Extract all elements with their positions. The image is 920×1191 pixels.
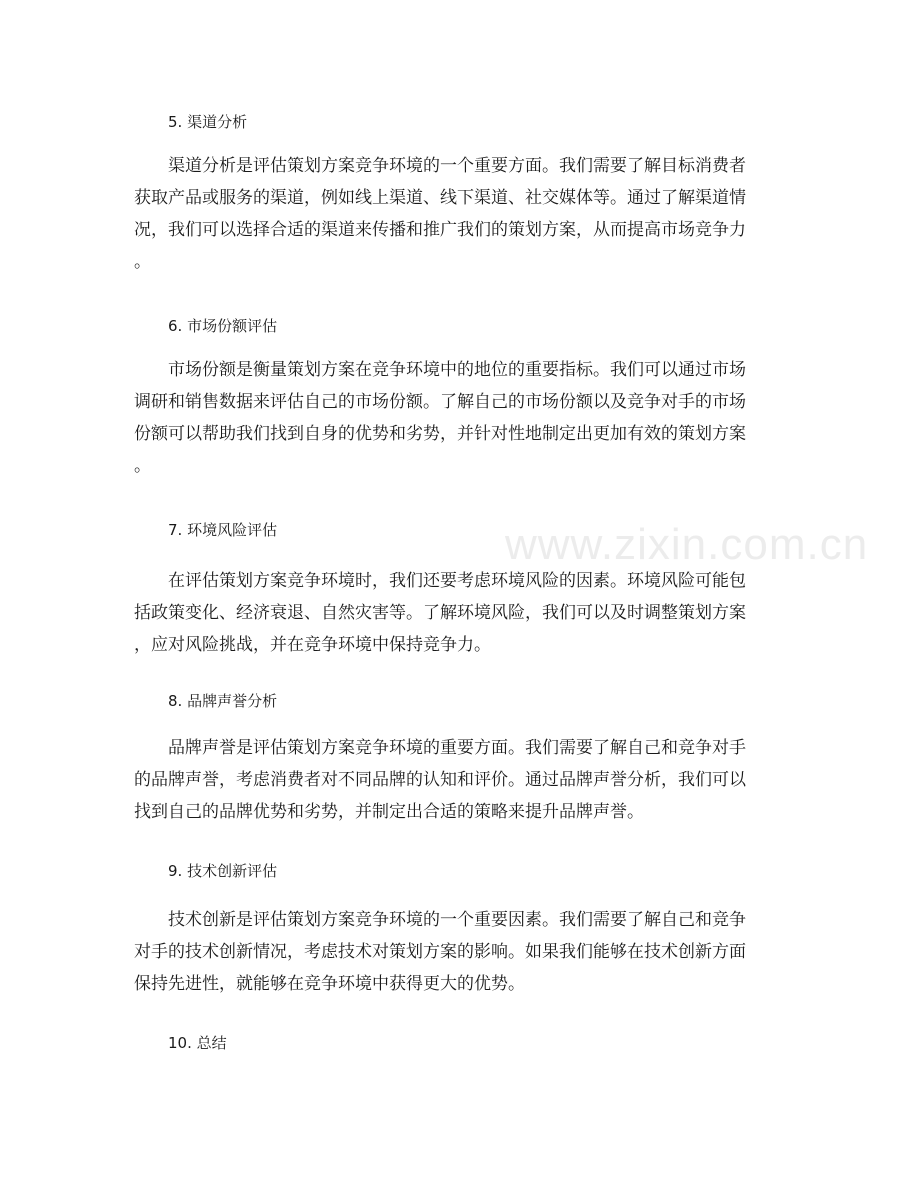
section-heading-5: 5. 渠道分析	[168, 113, 248, 131]
section-paragraph-9	[134, 904, 794, 1000]
section-paragraph-6	[134, 354, 794, 482]
paragraph-line: 括政策变化、经济衰退、自然灾害等。了解环境风险，我们可以及时调整策划方案	[134, 603, 746, 623]
section-paragraph-7	[134, 565, 794, 661]
watermark: www.zixin.com.cn	[505, 520, 869, 569]
section-heading-7: 7. 环境风险评估	[168, 521, 278, 539]
paragraph-line: 在评估策划方案竞争环境时，我们还要考虑环境风险的因素。环境风险可能包	[168, 571, 746, 591]
section-heading-9: 9. 技术创新评估	[168, 862, 278, 880]
paragraph-line: 市场份额是衡量策划方案在竞争环境中的地位的重要指标。我们可以通过市场	[168, 360, 746, 380]
paragraph-line: 况，我们可以选择合适的渠道来传播和推广我们的策划方案，从而提高市场竞争力	[134, 220, 746, 240]
paragraph-line: 份额可以帮助我们找到自身的优势和劣势，并针对性地制定出更加有效的策划方案	[134, 424, 746, 444]
paragraph-line: 的品牌声誉，考虑消费者对不同品牌的认知和评价。通过品牌声誉分析，我们可以	[134, 770, 746, 790]
paragraph-line: 保持先进性，就能够在竞争环境中获得更大的优势。	[134, 974, 525, 994]
paragraph-line: ，应对风险挑战，并在竞争环境中保持竞争力。	[134, 635, 491, 655]
paragraph-line: 找到自己的品牌优势和劣势，并制定出合适的策略来提升品牌声誉。	[134, 802, 644, 822]
paragraph-line: 。	[134, 252, 151, 272]
paragraph-line: 对手的技术创新情况，考虑技术对策划方案的影响。如果我们能够在技术创新方面	[134, 942, 746, 962]
section-heading-6: 6. 市场份额评估	[168, 317, 278, 335]
paragraph-line: 。	[134, 456, 151, 476]
paragraph-line: 技术创新是评估策划方案竞争环境的一个重要因素。我们需要了解自己和竞争	[168, 910, 746, 930]
section-heading-10: 10. 总结	[168, 1034, 227, 1052]
paragraph-line: 调研和销售数据来评估自己的市场份额。了解自己的市场份额以及竞争对手的市场	[134, 392, 746, 412]
section-paragraph-8	[134, 732, 794, 828]
paragraph-line: 品牌声誉是评估策划方案竞争环境的重要方面。我们需要了解自己和竞争对手	[168, 738, 746, 758]
paragraph-line: 渠道分析是评估策划方案竞争环境的一个重要方面。我们需要了解目标消费者	[168, 156, 746, 176]
section-heading-8: 8. 品牌声誉分析	[168, 692, 278, 710]
section-paragraph-5	[134, 150, 794, 278]
paragraph-line: 获取产品或服务的渠道，例如线上渠道、线下渠道、社交媒体等。通过了解渠道情	[134, 188, 746, 208]
